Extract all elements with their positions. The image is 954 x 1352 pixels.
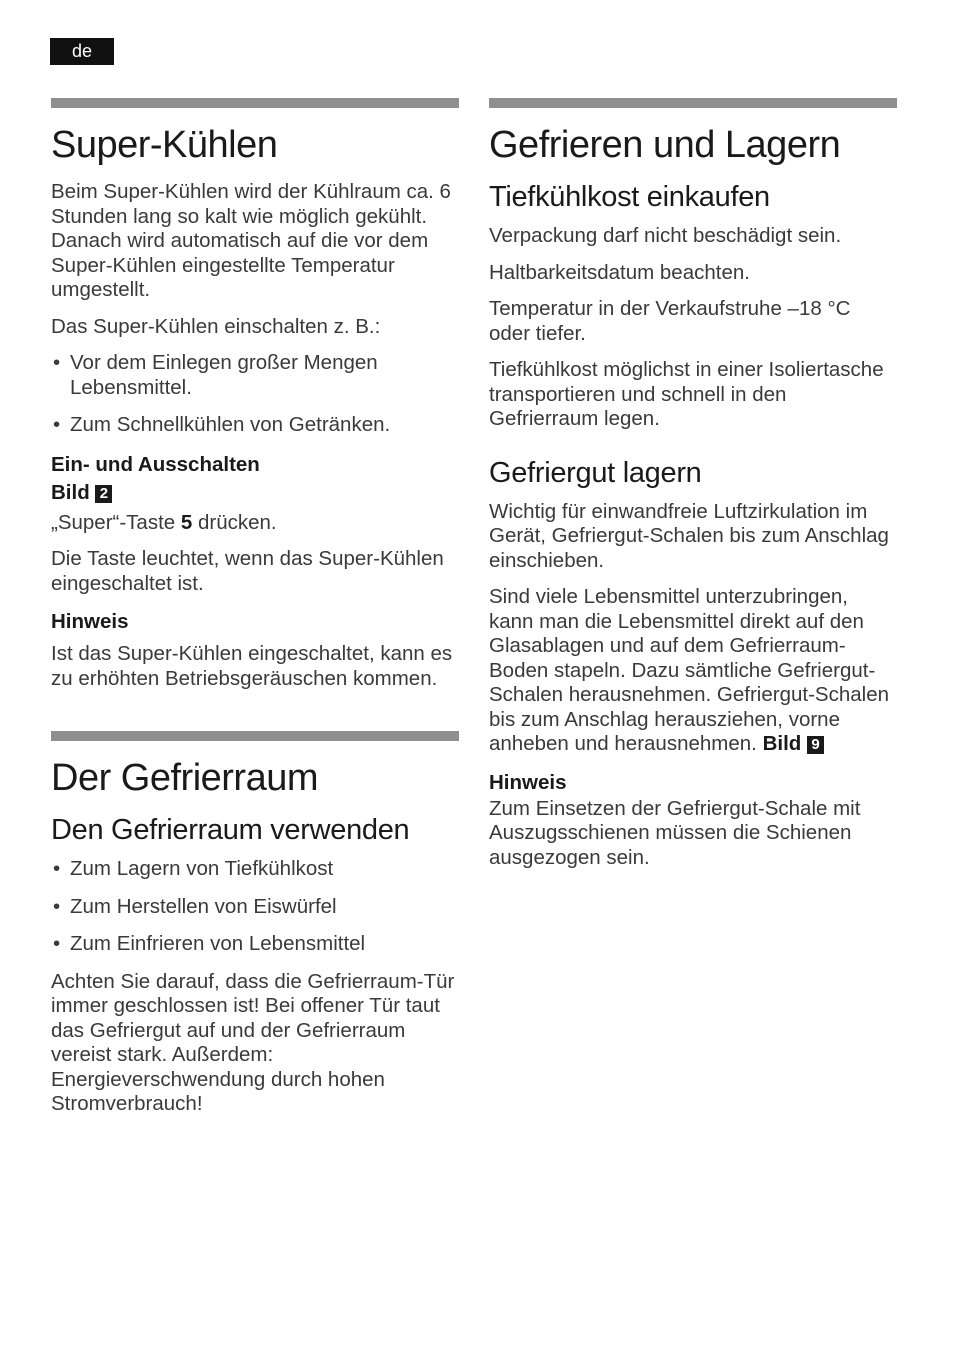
paragraph: Temperatur in der Verkaufstruhe –18 °C oder tiefer. bbox=[489, 297, 851, 345]
section-rule bbox=[489, 98, 897, 108]
list-item: • Vor dem Einlegen großer Mengen Lebensmittel. bbox=[53, 351, 378, 399]
paragraph: Die Taste leuchtet, wenn das Super-Kühlen eingeschaltet ist. bbox=[51, 547, 444, 595]
language-tab: de bbox=[50, 38, 114, 65]
figure-number-badge: 9 bbox=[807, 736, 824, 754]
bullet-list bbox=[51, 857, 459, 957]
bullet-list bbox=[51, 351, 459, 438]
paragraph: „Super“-Taste 5 drücken. bbox=[51, 510, 277, 534]
hinweis-text: Ist das Super-Kühlen eingeschaltet, kann es zu erhöhten Betriebsgeräuschen kommen. bbox=[51, 642, 453, 690]
subtitle-gefrierraum-verwenden: Den Gefrierraum verwenden bbox=[51, 814, 410, 846]
right-column bbox=[489, 98, 897, 882]
list-item: • Zum Schnellkühlen von Getränken. bbox=[53, 413, 391, 436]
list-item: • Zum Herstellen von Eiswürfel bbox=[53, 894, 337, 918]
section-title-gefrieren-lagern: Gefrieren und Lagern bbox=[489, 124, 841, 166]
paragraph: Beim Super-Kühlen wird der Kühlraum ca. 6 Stunden lang so kalt wie möglich gekühlt. Danach wird automatisch auf die vor dem Super-Kühlen eingestellte Temperatur umgestellt. bbox=[51, 180, 451, 301]
figure-reference: Bild bbox=[762, 732, 802, 755]
subheading-ein-ausschalten: Ein- und Ausschalten bbox=[51, 452, 260, 476]
paragraph: Achten Sie darauf, dass die Gefrierraum-Tür immer geschlossen ist! Bei offener Tür taut das Gefriergut auf und der Gefrierraum vereist stark. Außerdem: Energieverschwendung durch hohen Stromverbrauch! bbox=[51, 969, 455, 1115]
section-title-gefrierraum: Der Gefrierraum bbox=[51, 757, 318, 799]
figure-number-badge: 2 bbox=[95, 485, 112, 503]
paragraph: Haltbarkeitsdatum beachten. bbox=[489, 260, 750, 284]
hinweis-label: Hinweis bbox=[51, 610, 129, 633]
paragraph: Tiefkühlkost möglichst in einer Isoliertasche transportieren und schnell in den Gefrierraum legen. bbox=[489, 358, 884, 430]
list-item: • Zum Einfrieren von Lebensmittel bbox=[53, 932, 366, 955]
paragraph: Sind viele Lebensmittel unterzubringen, kann man die Lebensmittel direkt auf den Glasablagen und auf dem Gefrierraum-Boden stapeln. Dazu sämtliche Gefriergut-Schalen herausnehmen. Gefriergut-Schalen bis zum Anschlag herausziehen, vorne anheben und herausnehmen. Bild 9 bbox=[489, 585, 889, 755]
paragraph: Das Super-Kühlen einschalten z. B.: bbox=[51, 314, 381, 338]
section-gefrierraum bbox=[51, 731, 459, 1117]
left-column bbox=[51, 98, 459, 1129]
button-number: 5 bbox=[180, 510, 193, 534]
paragraph: Verpackung darf nicht beschädigt sein. bbox=[489, 224, 842, 247]
section-rule bbox=[51, 98, 459, 108]
section-title-super-kuehlen: Super-Kühlen bbox=[51, 124, 278, 166]
figure-reference: Bild 2 bbox=[51, 479, 459, 507]
list-item: • Zum Lagern von Tiefkühlkost bbox=[53, 857, 334, 880]
hinweis-text: Zum Einsetzen der Gefriergut-Schale mit Auszugsschienen müssen die Schienen ausgezogen sein. bbox=[489, 796, 861, 869]
paragraph: Wichtig für einwandfreie Luftzirkulation im Gerät, Gefriergut-Schalen bis zum Anschlag einschieben. bbox=[489, 499, 889, 572]
subtitle-tiefkuehlkost-einkaufen: Tiefkühlkost einkaufen bbox=[489, 181, 770, 213]
section-rule bbox=[51, 731, 459, 741]
hinweis-label: Hinweis bbox=[489, 770, 567, 794]
subtitle-gefriergut-lagern: Gefriergut lagern bbox=[489, 456, 702, 489]
